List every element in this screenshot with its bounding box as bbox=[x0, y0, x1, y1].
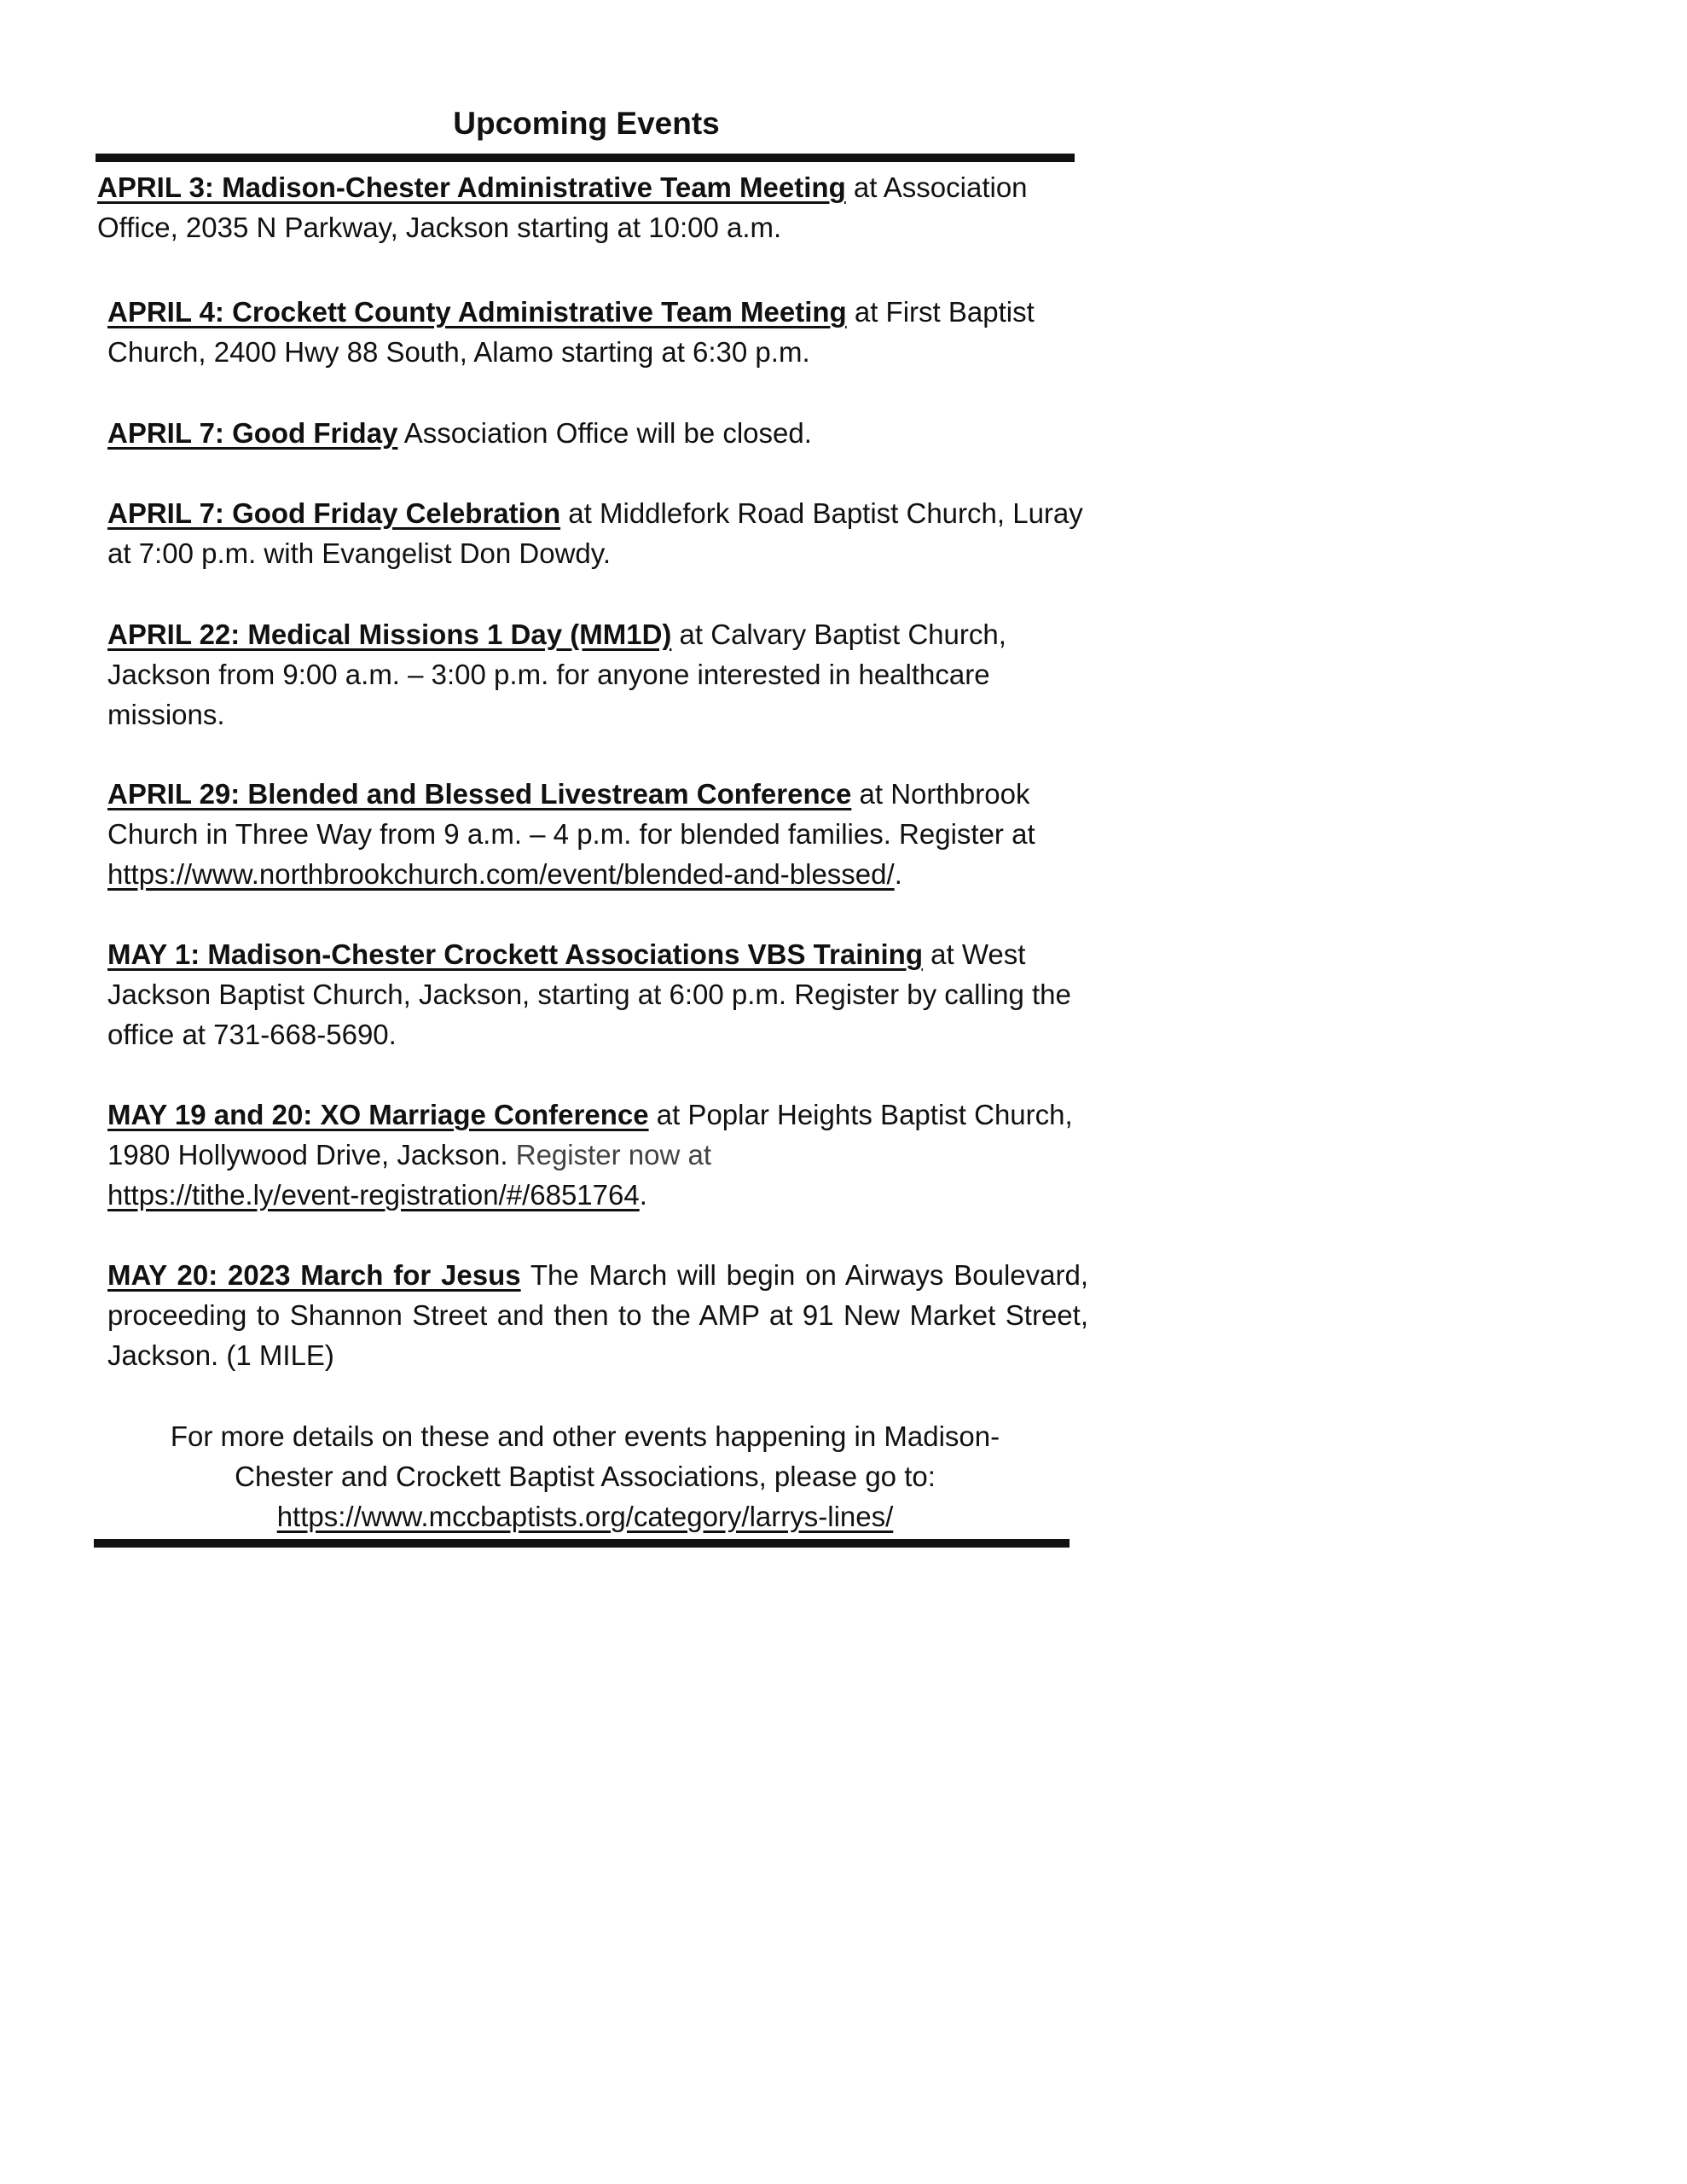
footer-line-1: For more details on these and other events happening in Madison- bbox=[170, 1420, 1000, 1452]
event-link[interactable]: https://www.northbrookchurch.com/event/blended-and-blessed/ bbox=[107, 858, 895, 890]
event-item bbox=[107, 1095, 1088, 1215]
event-details: Association Office will be closed. bbox=[397, 417, 812, 449]
top-divider bbox=[96, 154, 1075, 162]
event-heading: MAY 20: 2023 March for Jesus bbox=[107, 1259, 521, 1291]
event-details: at Poplar Heights Baptist Church, 1980 Hollywood Drive, Jackson. bbox=[107, 1099, 1073, 1170]
event-details: at Association Office, 2035 N Parkway, Jackson starting at 10:00 a.m. bbox=[97, 171, 1028, 243]
event-item bbox=[107, 493, 1088, 573]
page-title: Upcoming Events bbox=[453, 106, 720, 141]
footer-link[interactable]: https://www.mccbaptists.org/category/larrys-lines/ bbox=[276, 1501, 894, 1532]
event-details: at First Baptist Church, 2400 Hwy 88 South, Alamo starting at 6:30 p.m. bbox=[107, 296, 1035, 368]
event-heading: APRIL 7: Good Friday bbox=[107, 417, 398, 449]
event-heading: MAY 1: Madison-Chester Crockett Associations VBS Training bbox=[107, 938, 924, 970]
event-heading: APRIL 22: Medical Missions 1 Day (MM1D) bbox=[107, 619, 672, 650]
event-item bbox=[107, 413, 1088, 453]
event-heading: MAY 19 and 20: XO Marriage Conference bbox=[107, 1099, 649, 1130]
event-heading: APRIL 29: Blended and Blessed Livestream Conference bbox=[107, 778, 852, 810]
event-link-tail: . bbox=[639, 1179, 647, 1211]
event-details: The March will begin on Airways Boulevard, proceeding to Shannon Street and then to the AMP at 91 New Market Street, Jackson. (1 MILE) bbox=[107, 1259, 1088, 1371]
event-heading: APRIL 4: Crockett County Administrative Team Meeting bbox=[107, 296, 847, 328]
event-details: at West Jackson Baptist Church, Jackson, starting at 6:00 p.m. Register by calling the office at 731-668-5690. bbox=[107, 938, 1071, 1050]
event-heading: APRIL 7: Good Friday Celebration bbox=[107, 497, 561, 529]
event-note: Register now at bbox=[515, 1139, 712, 1170]
event-details: at Middlefork Road Baptist Church, Luray at 7:00 p.m. with Evangelist Don Dowdy. bbox=[107, 497, 1083, 569]
event-item bbox=[97, 167, 1078, 247]
event-link-tail: . bbox=[894, 858, 902, 890]
bottom-divider bbox=[94, 1539, 1070, 1548]
footer-note bbox=[96, 1416, 1075, 1536]
event-item bbox=[107, 774, 1088, 894]
event-item bbox=[107, 1255, 1088, 1375]
event-link[interactable]: https://tithe.ly/event-registration/#/6851764 bbox=[107, 1179, 640, 1211]
event-details: at Northbrook Church in Three Way from 9 a.m. – 4 p.m. for blended families. Register at bbox=[107, 778, 1035, 850]
footer-line-2: Chester and Crockett Baptist Associations, please go to: bbox=[235, 1461, 936, 1492]
event-item bbox=[107, 934, 1088, 1054]
event-heading: APRIL 3: Madison-Chester Administrative Team Meeting bbox=[97, 171, 846, 203]
event-item bbox=[107, 292, 1088, 372]
event-details: at Calvary Baptist Church, Jackson from 9:00 a.m. – 3:00 p.m. for anyone interested in healthcare missions. bbox=[107, 619, 1006, 730]
event-item bbox=[107, 614, 1088, 735]
